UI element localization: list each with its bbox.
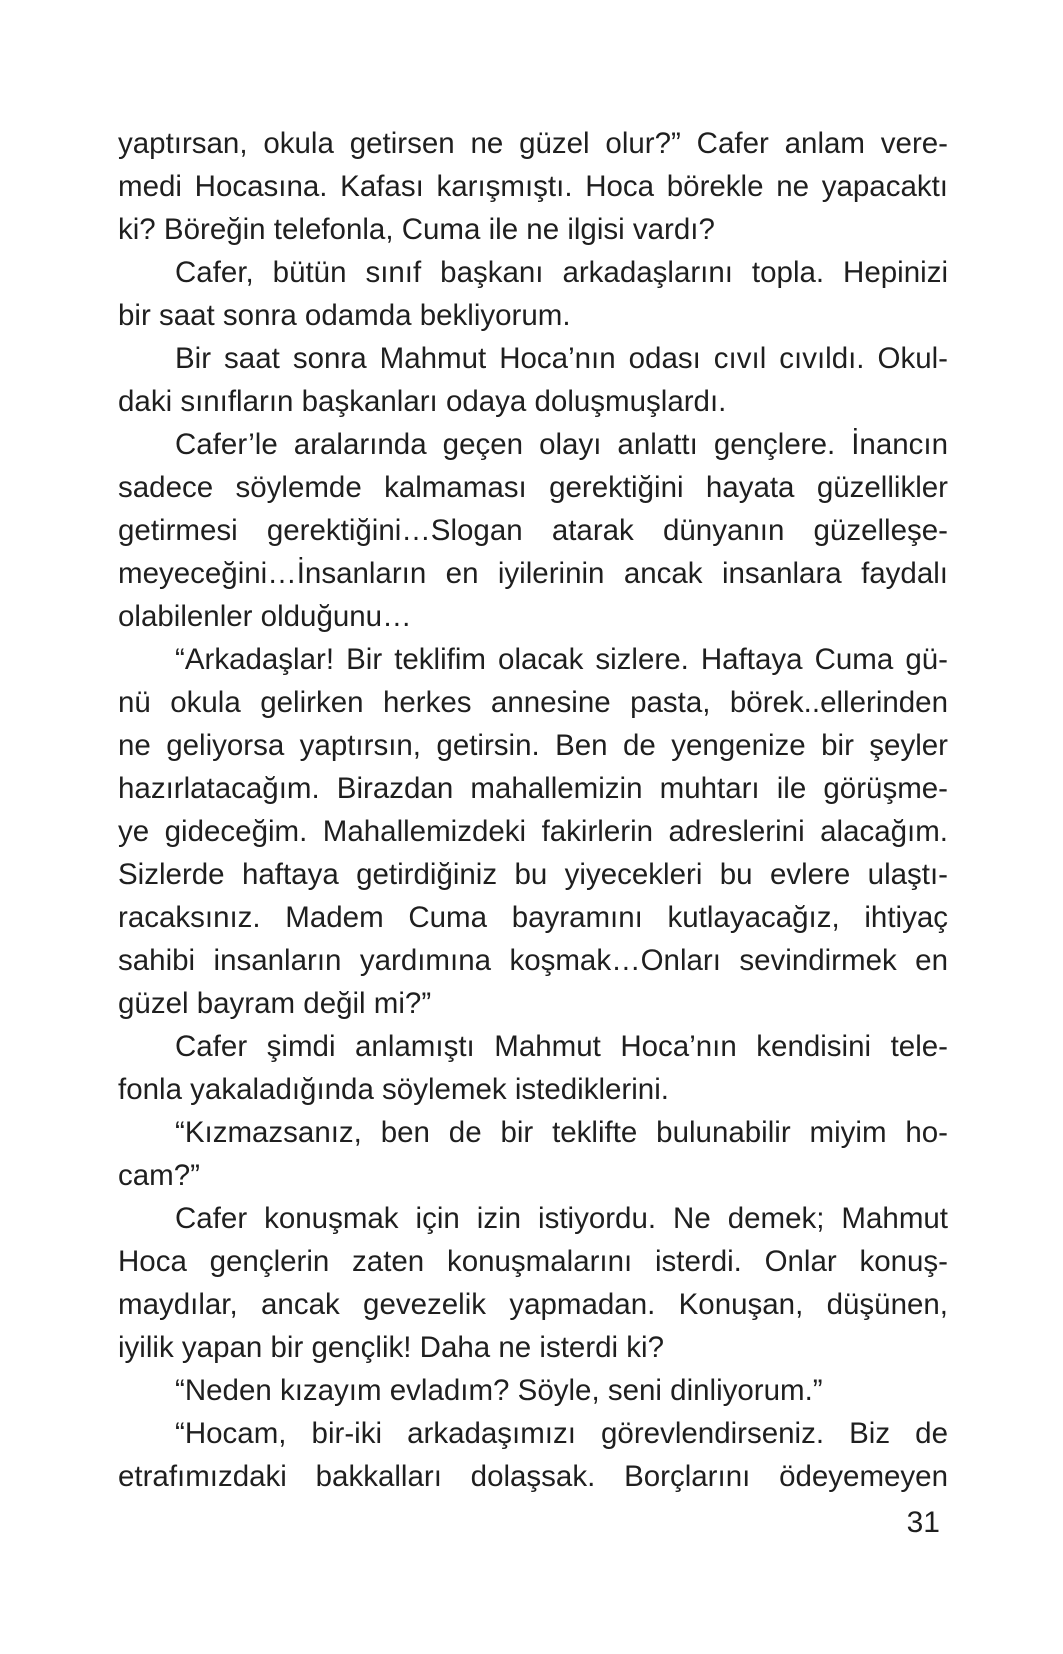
text-line: Cafer’le aralarında geçen olayı anlattı gençlere. İnancın — [175, 428, 948, 461]
text-line: ki? Böreğin telefonla, Cuma ile ne ilgisi vardı? — [118, 213, 715, 246]
text-line: Hoca gençlerin zaten konuşmalarını isterdi. Onlar konuş- — [118, 1245, 948, 1278]
text-line: cam?” — [118, 1159, 200, 1192]
text-line: Cafer, bütün sınıf başkanı arkadaşlarını topla. Hepinizi — [175, 256, 948, 289]
text-line: olabilenler olduğunu… — [118, 600, 412, 633]
text-line: sadece söylemde kalmaması gerektiğini hayata güzellikler — [118, 471, 948, 504]
paragraph — [118, 1369, 948, 1412]
paragraph — [118, 423, 948, 638]
text-line: daki sınıfların başkanları odaya doluşmuşlardı. — [118, 385, 727, 418]
text-line: bir saat sonra odamda bekliyorum. — [118, 299, 571, 332]
text-line: racaksınız. Madem Cuma bayramını kutlayacağız, ihtiyaç — [118, 901, 948, 934]
text-line: “Neden kızayım evladım? Söyle, seni dinliyorum.” — [175, 1374, 823, 1407]
paragraph — [118, 1412, 948, 1498]
text-line: medi Hocasına. Kafası karışmıştı. Hoca börekle ne yapacaktı — [118, 170, 948, 203]
text-line: güzel bayram değil mi?” — [118, 987, 432, 1020]
text-line: maydılar, ancak gevezelik yapmadan. Konuşan, düşünen, — [118, 1288, 948, 1321]
text-line: fonla yakaladığında söylemek istediklerini. — [118, 1073, 669, 1106]
text-line: “Arkadaşlar! Bir teklifim olacak sizlere. Haftaya Cuma gü- — [175, 643, 948, 676]
text-line: nü okula gelirken herkes annesine pasta, börek..ellerinden — [118, 686, 948, 719]
text-line: Cafer şimdi anlamıştı Mahmut Hoca’nın kendisini tele- — [175, 1030, 948, 1063]
text-line: Cafer konuşmak için izin istiyordu. Ne demek; Mahmut — [175, 1202, 948, 1235]
paragraph — [118, 1197, 948, 1369]
paragraph — [118, 1025, 948, 1111]
text-line: ye gideceğim. Mahallemizdeki fakirlerin adreslerini alacağım. — [118, 815, 948, 848]
text-line: hazırlatacağım. Birazdan mahallemizin muhtarı ile görüşme- — [118, 772, 948, 805]
paragraph — [118, 337, 948, 423]
text-line: iyilik yapan bir gençlik! Daha ne isterdi ki? — [118, 1331, 665, 1364]
body-text — [118, 122, 948, 1498]
text-line: Bir saat sonra Mahmut Hoca’nın odası cıvıl cıvıldı. Okul- — [175, 342, 948, 375]
text-line: yaptırsan, okula getirsen ne güzel olur?” Cafer anlam vere- — [118, 127, 948, 160]
paragraph — [118, 251, 948, 337]
page-number: 31 — [906, 1506, 940, 1539]
text-line: getirmesi gerektiğini…Slogan atarak dünyanın güzelleşe- — [118, 514, 948, 547]
paragraph — [118, 122, 948, 251]
text-line: “Hocam, bir-iki arkadaşımızı görevlendirseniz. Biz de — [175, 1417, 948, 1450]
text-line: “Kızmazsanız, ben de bir teklifte bulunabilir miyim ho- — [175, 1116, 948, 1149]
text-line: meyeceğini…İnsanların en iyilerinin ancak insanlara faydalı — [118, 557, 948, 590]
text-line: etrafımızdaki bakkalları dolaşsak. Borçlarını ödeyemeyen — [118, 1460, 948, 1493]
text-line: ne geliyorsa yaptırsın, getirsin. Ben de yengenize bir şeyler — [118, 729, 948, 762]
paragraph — [118, 638, 948, 1025]
text-line: sahibi insanların yardımına koşmak…Onları sevindirmek en — [118, 944, 948, 977]
paragraph — [118, 1111, 948, 1197]
text-line: Sizlerde haftaya getirdiğiniz bu yiyecekleri bu evlere ulaştı- — [118, 858, 948, 891]
